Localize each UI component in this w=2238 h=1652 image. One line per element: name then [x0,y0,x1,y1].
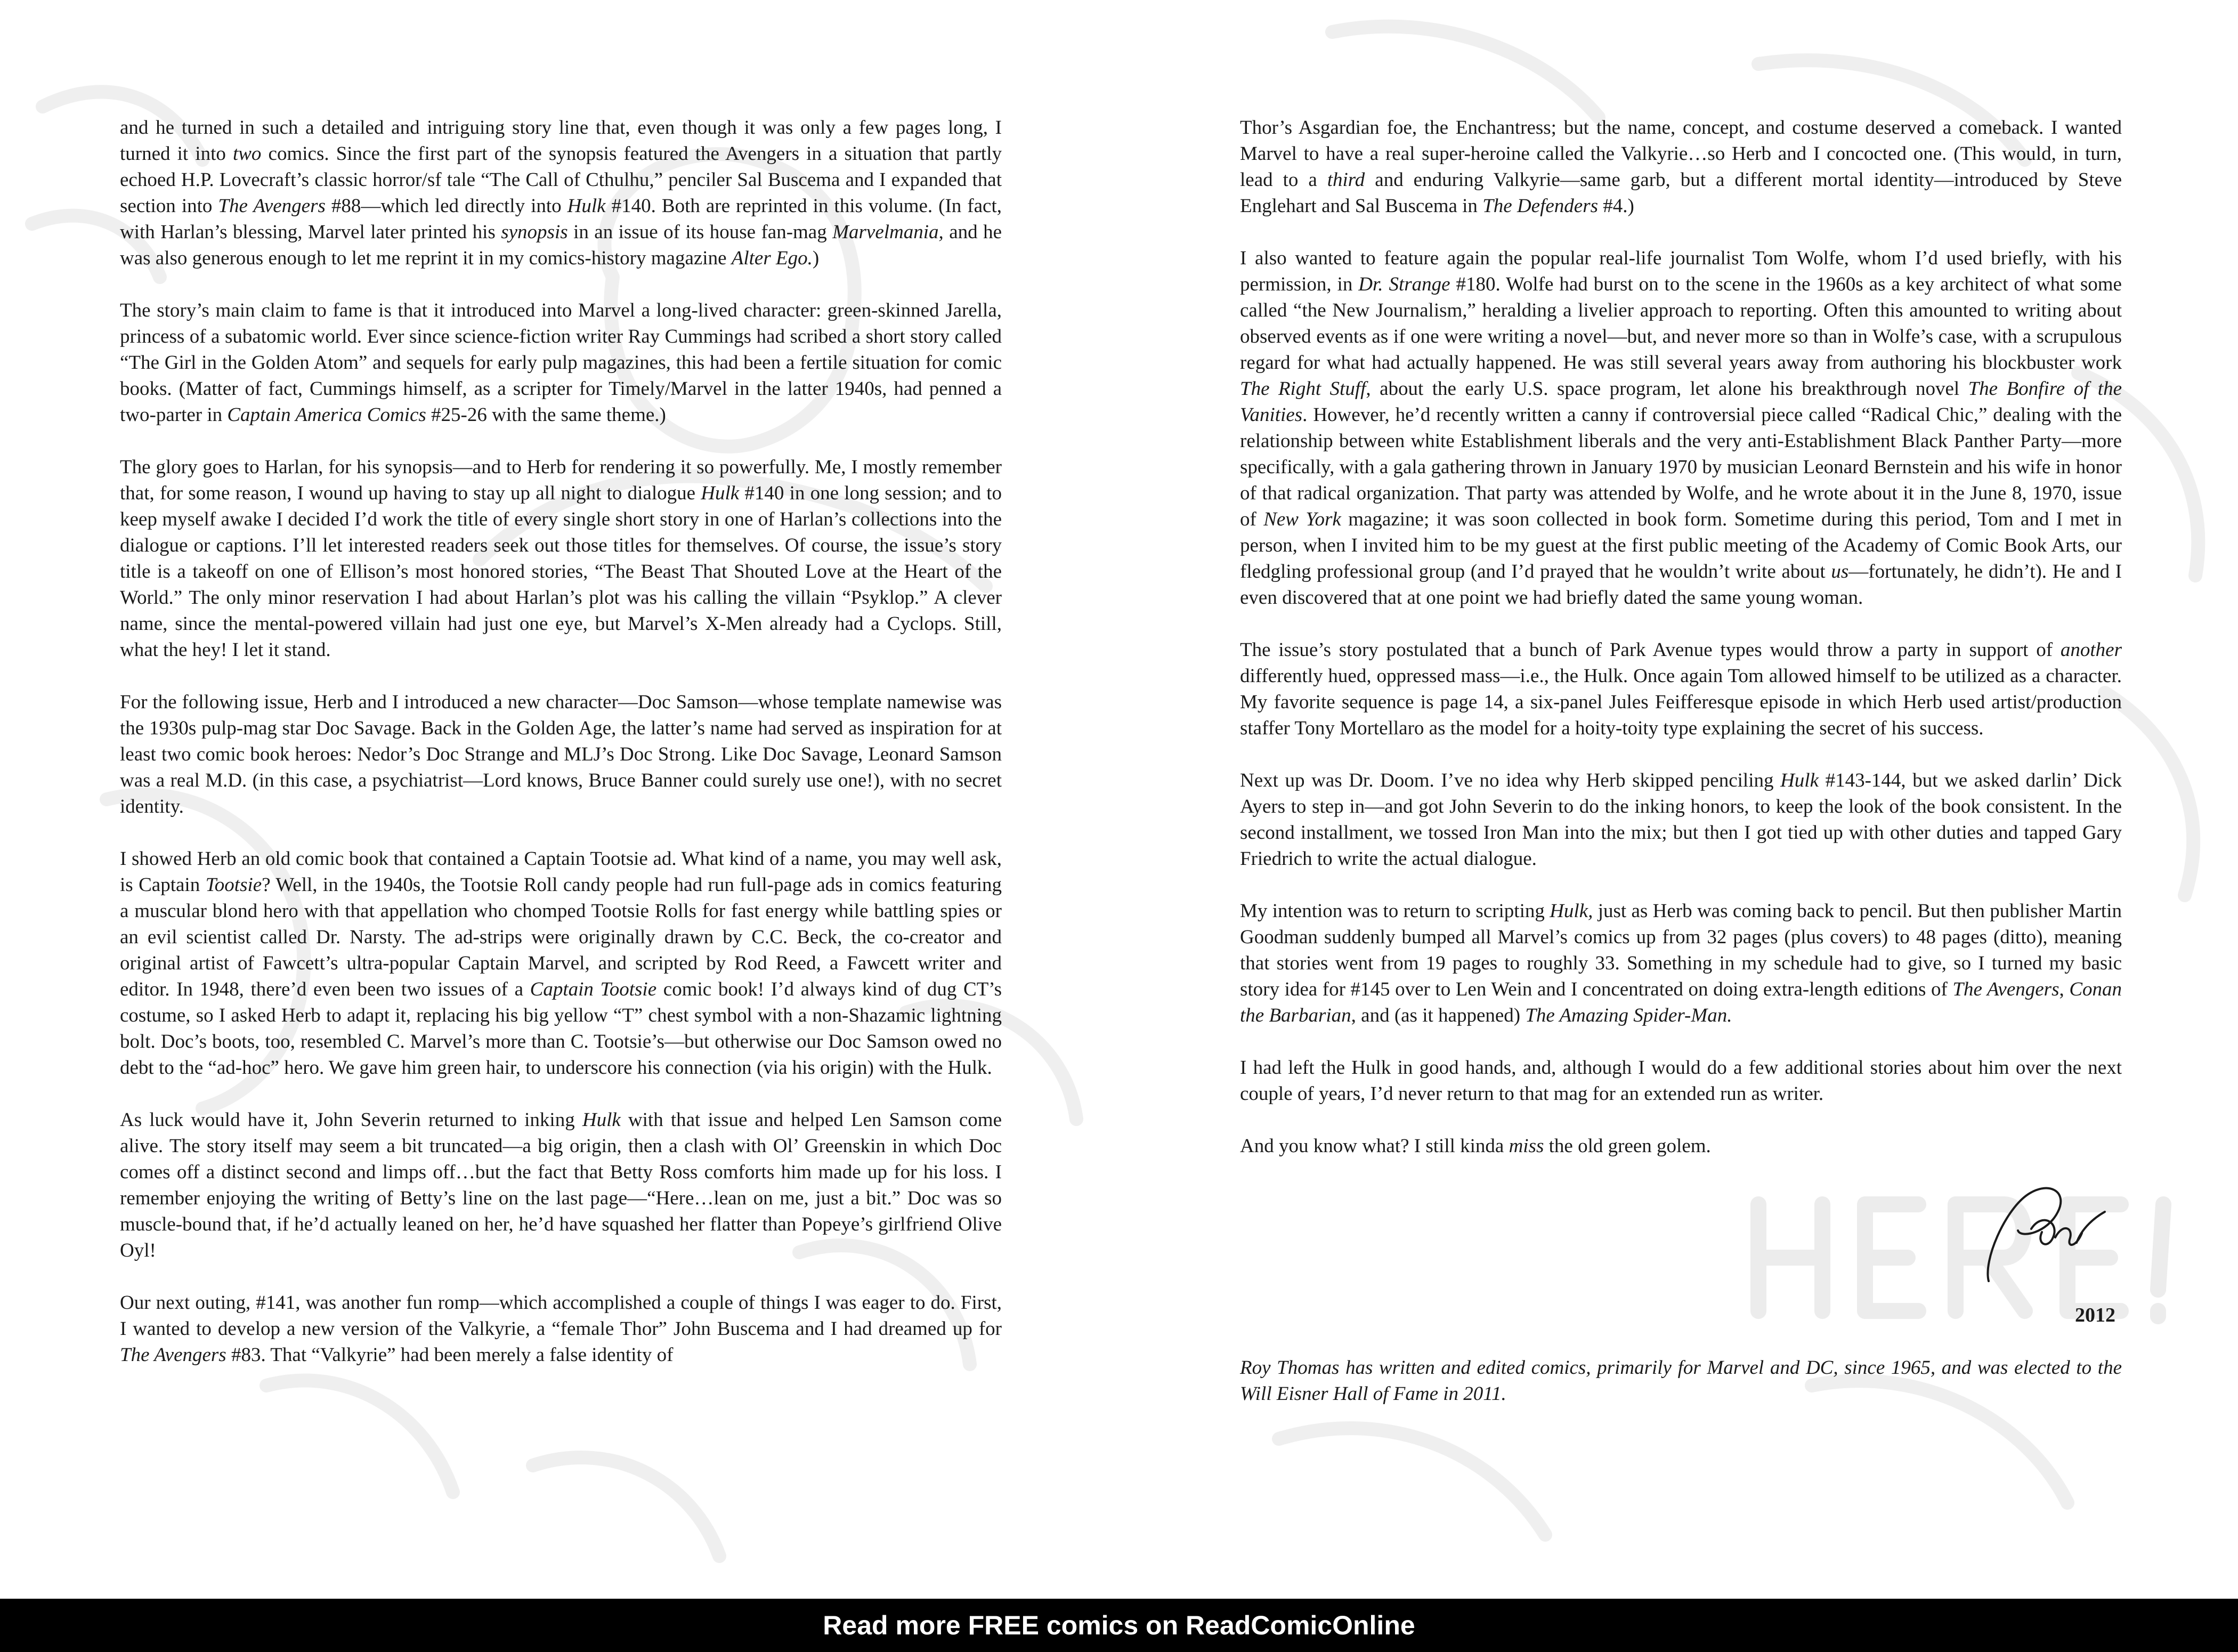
text-run: comic book! I’d always kind of dug CT’s costume, so I asked Herb to adapt it, replacing his big yellow “T” chest symbol with a non-Shazamic lightning bolt. Doc’s boots, too, resembled C. Marvel’s more than C. Tootsie’s—but otherwise our Doc Samson owed no debt to the “ad-hoc” hero. We gave him green hair, to underscore his connection (via his origin) with the Hulk. [120,978,1002,1079]
right-text-column [1240,115,2122,1433]
text-run: magazine; it was soon collected in book form. Sometime during this period, Tom and I met in person, when I invited him to be my guest at the first public meeting of the Academy of Comic Book Arts, our fledgling professional group (and I’d prayed that he wouldn’t write about [1240,508,2122,582]
text-run: comics. Since the first part of the synopsis featured the Avengers in a situation that partly echoed H.P. Lovecraft’s classic horror/sf tale “The Call of Cthulhu,” penciler Sal Buscema and I expanded that section into [120,143,1002,217]
body-paragraph [120,1290,1002,1368]
italic-text: third [1327,169,1365,191]
italic-text: The Defenders [1482,195,1599,217]
text-run: in an issue of its house fan-mag [567,221,833,243]
text-run: Thor’s Asgardian foe, the Enchantress; but the name, concept, and costume deserved a comeback. I wanted Marvel to have a real super-heroine called the Valkyrie…so Herb and I concocted one. (This would, in turn, lead to a [1240,117,2122,191]
text-run: —fortunately, he didn’t). He and I even discovered that at one point we had briefly dated the same young woman. [1240,561,2122,609]
signature-block [1240,1185,2122,1302]
text-run: , [2059,978,2070,1000]
right-column-paragraphs [1240,115,2122,1159]
italic-text: Hulk, [1550,900,1593,922]
text-run: The issue’s story postulated that a bunch of Park Avenue types would throw a party in support of [1240,639,2061,661]
author-bio: Roy Thomas has written and edited comics, primarily for Marvel and DC, since 1965, and was elected to the Will Eisner Hall of Fame in 2011. [1240,1357,2122,1405]
text-run: For the following issue, Herb and I introduced a new character—Doc Samson—whose template namewise was the 1930s pulp-mag star Doc Savage. Back in the Golden Age, the latter’s name had served as inspiration for at least two comic book heroes: Nedor’s Doc Strange and MLJ’s Doc Strong. Like Doc Savage, Leonard Samson was a real M.D. (in this case, a psychiatrist—Lord knows, Bruce Banner could surely use one!), with no secret identity. [120,691,1002,817]
italic-text: Captain America Comics [227,404,426,426]
italic-text: The Avengers [120,1344,226,1366]
body-paragraph [1240,637,2122,741]
text-run: and he turned in such a detailed and intriguing story line that, even though it was only a few pages long, I turned it into [120,117,1002,165]
text-run: just as Herb was coming back to pencil. But then publisher Martin Goodman suddenly bumped all Marvel’s comics up from 32 pages (plus covers) to 48 pages (ditto), meaning that stories went from 19 pages to roughly 33. Something in my schedule had to give, so I turned my basic story idea for #145 over to Len Wein and I concentrated on doing extra-length editions of [1240,900,2122,1000]
text-run: #83. That “Valkyrie” had been merely a false identity of [226,1344,674,1366]
body-paragraph [1240,767,2122,872]
signature-year: 2012 [2075,1304,2115,1326]
italic-text: The Amazing Spider-Man. [1525,1005,1732,1026]
body-paragraph [120,846,1002,1081]
roy-signature-handwriting [1967,1180,2111,1286]
italic-text: The Right Stuff [1240,378,1366,400]
body-paragraph [1240,898,2122,1029]
text-run: As luck would have it, John Severin returned to inking [120,1109,582,1131]
italic-text: Hulk [701,482,740,504]
text-run: I showed Herb an old comic book that contained a Captain Tootsie ad. What kind of a name, you may well ask, is Captain [120,848,1002,896]
body-paragraph [1240,115,2122,219]
text-run: and enduring Valkyrie—same garb, but a different mortal identity—introduced by Steve Englehart and Sal Buscema in [1240,169,2122,217]
text-run: . However, he’d recently written a canny if controversial piece called “Radical Chic,” dealing with the relationship between white Establishment liberals and the very anti-Establishment Black Panther Party—more specifically, with a gala gathering thrown in January 1970 by musician Leonard Bernstein and his wife in honor of that radical organization. That party was attended by Wolfe, and he wrote about it in the June 8, 1970, issue of [1240,404,2122,530]
italic-text: The Avengers [1952,978,2059,1000]
italic-text: The Avengers [218,195,326,217]
left-text-column [120,115,1002,1368]
body-paragraph [120,454,1002,663]
italic-text: Captain Tootsie [530,978,657,1000]
italic-text: Conan the Barbarian [1240,978,2122,1026]
text-run: #88—which led directly into [325,195,567,217]
italic-text: synopsis [501,221,568,243]
text-run: differently hued, oppressed mass—i.e., the Hulk. Once again Tom allowed himself to be utilized as a character. My favorite sequence is page 14, a six-panel Jules Feifferesque episode in which Herb used artist/production staffer Tony Mortellaro as the model for a hoity-toity type explaining the secret of his success. [1240,665,2122,739]
text-run: #140 in one long session; and to keep myself awake I decided I’d work the title of every single short story in one of Harlan’s collections into the dialogue or captions. I’ll let interested readers seek out those titles for themselves. Of course, the issue’s story title is a takeoff on one of Ellison’s most honored stories, “The Beast That Shouted Love at the Heart of the World.” The only minor reservation I had about Harlan’s plot was his calling the villain “Psyklop.” A clever name, since the mental-powered villain had just one eye, but Marvel’s X-Men already had a Cyclops. Still, what the hey! I let it stand. [120,482,1002,661]
italic-text: miss [1509,1135,1544,1157]
text-run: , and (as it happened) [1351,1005,1526,1026]
text-run: and he was also generous enough to let me reprint it in my comics-history magazine [120,221,1002,269]
text-run: #180. Wolfe had burst on to the scene in the 1960s as a key architect of what some called “the New Journalism,” heralding a livelier approach to reporting. Often this amounted to writing about observed events as if one were writing a novel—but, and never more so than in Wolfe’s case, with a scrupulous regard for what had actually happened. He was still several years away from authoring his blockbuster work [1240,273,2122,374]
body-paragraph [1240,1055,2122,1107]
text-run: the old green golem. [1544,1135,1711,1157]
text-run: #143-144, but we asked darlin’ Dick Ayers to step in—and got John Severin to do the inking honors, to keep the look of the book consistent. In the second installment, we tossed Iron Man into the mix; but then I got tied up with other duties and tapped Gary Friedrich to write the actual dialogue. [1240,770,2122,870]
text-run: #4.) [1598,195,1634,217]
body-paragraph [120,297,1002,428]
footer-banner-link[interactable]: Read more FREE comics on ReadComicOnline [0,1599,2238,1652]
text-run: , about the early U.S. space program, let alone his breakthrough novel [1366,378,1968,400]
text-run: I had left the Hulk in good hands, and, although I would do a few additional stories about him over the next couple of years, I’d never return to that mag for an extended run as writer. [1240,1057,2122,1105]
body-paragraph [120,689,1002,820]
italic-text: another [2060,639,2122,661]
italic-text: The Bonfire of the Vanities [1240,378,2122,426]
italic-text: Hulk [582,1109,621,1131]
italic-text: Dr. Strange [1358,273,1450,295]
italic-text: two [232,143,262,165]
italic-text: Hulk [567,195,606,217]
text-run: The glory goes to Harlan, for his synopsis—and to Herb for rendering it so powerfully. Me, I mostly remember that, for some reason, I wound up having to stay up all night to dialogue [120,456,1002,504]
text-run: I also wanted to feature again the popular real-life journalist Tom Wolfe, whom I’d used briefly, with his permission, in [1240,247,2122,295]
text-run: #140. Both are reprinted in this volume. (In fact, with Harlan’s blessing, Marvel later printed his [120,195,1002,243]
body-paragraph [120,1107,1002,1264]
body-paragraph [1240,245,2122,611]
italic-text: Alter Ego. [731,247,813,269]
body-paragraph [120,115,1002,271]
text-run: ? Well, in the 1940s, the Tootsie Roll candy people had run full-page ads in comics featuring a muscular blond hero with that appellation who chomped Tootsie Rolls for fast energy while battling spies or an evil scientist called Dr. Narsty. The ad-strips were originally drawn by C.C. Beck, the co-creator and original artist of Fawcett’s ultra-popular Captain Marvel, and scripted by Rod Reed, a Fawcett writer and editor. In 1948, there’d even been two issues of a [120,874,1002,1000]
italic-text: us [1831,561,1849,582]
text-run: with that issue and helped Len Samson come alive. The story itself may seem a bit truncated—a big origin, then a clash with Ol’ Greenskin in which Doc comes off a distinct second and limps off…but the fact that Betty Ross comforts him made up for his loss. I remember enjoying the writing of Betty’s line on the last page—“Here…lean on me, just a bit.” Doc was so muscle-bound that, if he’d actually leaned on her, he’d have squashed her flatter than Popeye’s girlfriend Olive Oyl! [120,1109,1002,1261]
text-run: #25-26 with the same theme.) [426,404,666,426]
italic-text: Tootsie [205,874,262,896]
text-run: ) [812,247,820,269]
italic-text: Marvelmania, [832,221,944,243]
body-paragraph [1240,1133,2122,1159]
text-run: The story’s main claim to fame is that it introduced into Marvel a long-lived character: green-skinned Jarella, princess of a subatomic world. Ever since science-fiction writer Ray Cummings had scribed a short story called “The Girl in the Golden Atom” and sequels for early pulp magazines, this had been a fertile situation for comic books. (Matter of fact, Cummings himself, as a scripter for Timely/Marvel in the latter 1940s, had penned a two-parter in [120,299,1002,426]
italic-text: New York [1263,508,1341,530]
italic-text: Hulk [1780,770,1819,791]
text-run: Our next outing, #141, was another fun romp—which accomplished a couple of things I was eager to do. First, I wanted to develop a new version of the Valkyrie, a “female Thor” John Buscema and I had dreamed up for [120,1292,1002,1340]
text-run: And you know what? I still kinda [1240,1135,1509,1157]
text-run: My intention was to return to scripting [1240,900,1550,922]
text-run: Next up was Dr. Doom. I’ve no idea why Herb skipped penciling [1240,770,1781,791]
